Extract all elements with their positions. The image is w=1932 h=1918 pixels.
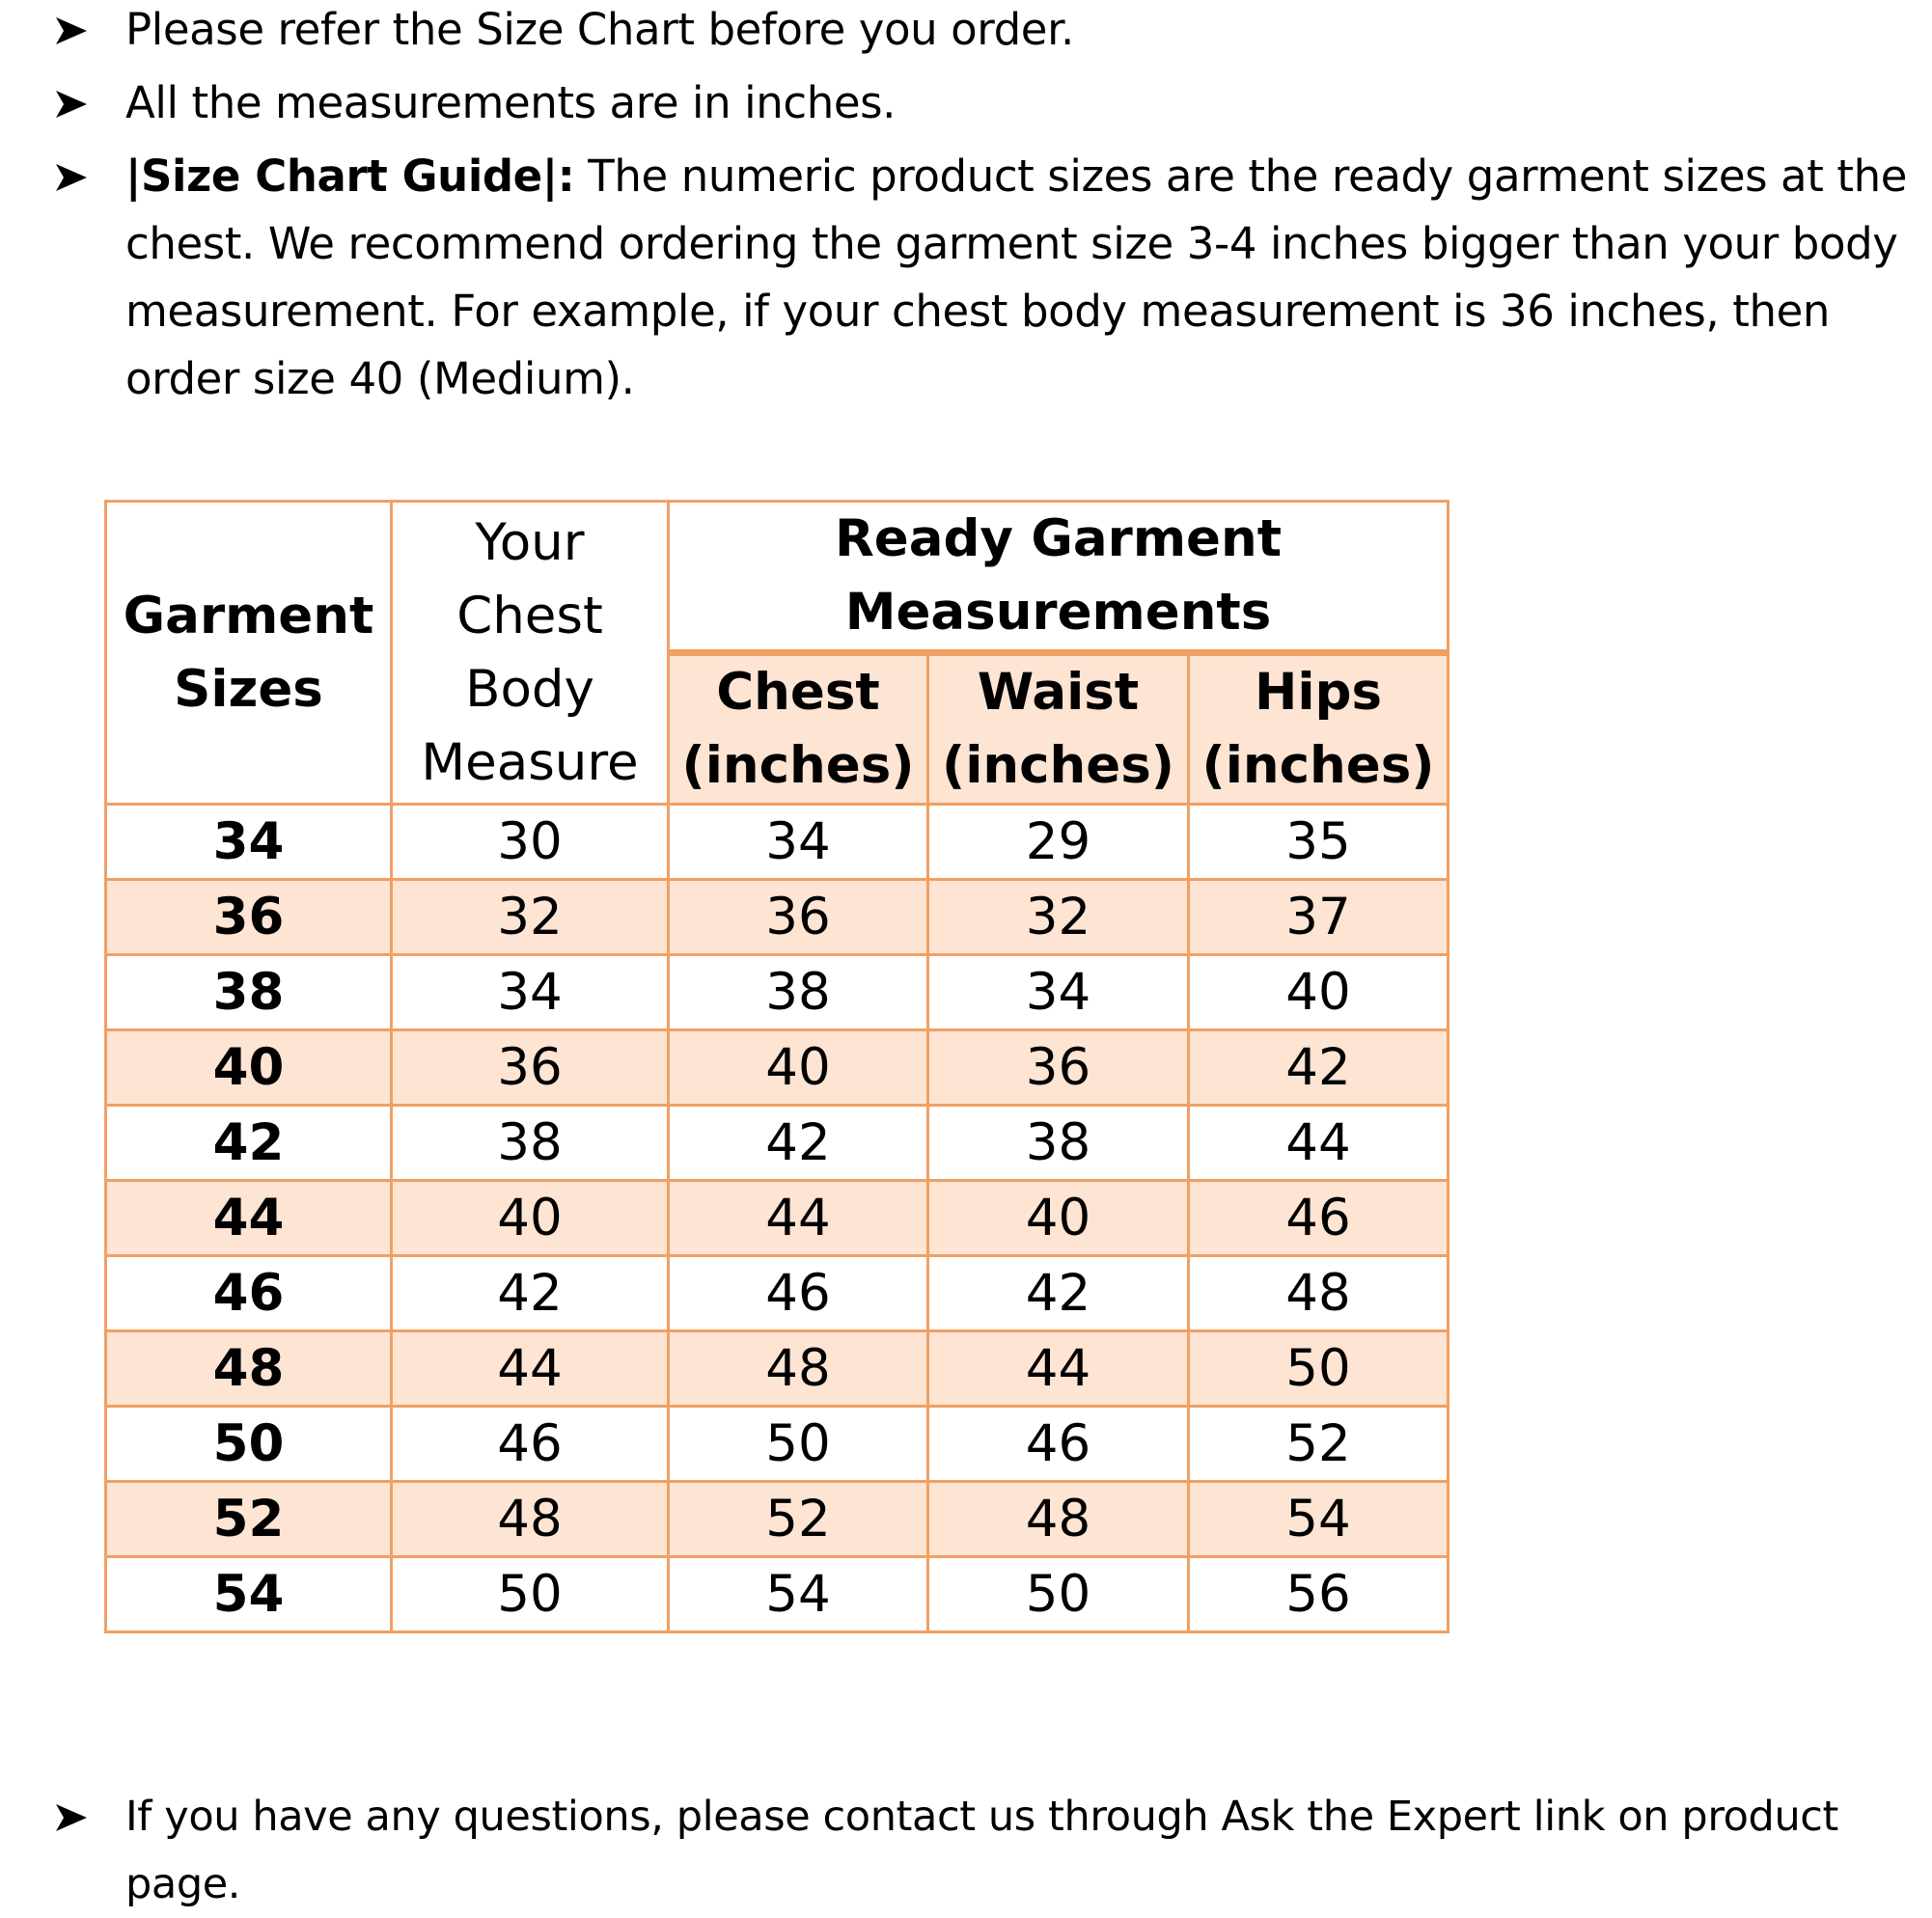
body-measure-cell: 34	[392, 955, 669, 1030]
body-measure-cell: 36	[392, 1030, 669, 1106]
body-measure-cell: 32	[392, 880, 669, 955]
waist-cell: 44	[928, 1331, 1189, 1407]
body-measure-cell: 40	[392, 1181, 669, 1256]
guide-text: The numeric product sizes are the ready garment sizes at the chest. We recommend ordering the garment size 3-4 inches bigger than your body measurement. For example, if your chest body measurement is 36 inches, then order size 40 (Medium).	[125, 151, 1908, 404]
table-row	[106, 1482, 1449, 1557]
table-header-row	[106, 502, 1449, 653]
body-measure-cell: 38	[392, 1106, 669, 1181]
body-measure-cell: 46	[392, 1407, 669, 1482]
garment-size-cell: 40	[106, 1030, 392, 1106]
table-row	[106, 1106, 1449, 1181]
hips-cell: 50	[1189, 1331, 1449, 1407]
chest-cell: 50	[669, 1407, 928, 1482]
header-ready-garment: Ready Garment Measurements	[669, 502, 1449, 653]
table-body	[106, 805, 1449, 1632]
header-chest: Chest (inches)	[669, 653, 928, 805]
garment-size-cell: 36	[106, 880, 392, 955]
table-row	[106, 1331, 1449, 1407]
chest-cell: 54	[669, 1557, 928, 1632]
hips-cell: 42	[1189, 1030, 1449, 1106]
waist-cell: 50	[928, 1557, 1189, 1632]
garment-size-cell: 42	[106, 1106, 392, 1181]
waist-cell: 38	[928, 1106, 1189, 1181]
garment-size-cell: 46	[106, 1256, 392, 1331]
size-chart-table	[104, 500, 1449, 1633]
table-row	[106, 1557, 1449, 1632]
table-row	[106, 880, 1449, 955]
body-measure-cell: 48	[392, 1482, 669, 1557]
waist-cell: 32	[928, 880, 1189, 955]
chest-cell: 44	[669, 1181, 928, 1256]
chest-cell: 34	[669, 805, 928, 880]
chest-cell: 42	[669, 1106, 928, 1181]
hips-cell: 52	[1189, 1407, 1449, 1482]
garment-size-cell: 38	[106, 955, 392, 1030]
chest-cell: 36	[669, 880, 928, 955]
header-hips: Hips (inches)	[1189, 653, 1449, 805]
hips-cell: 35	[1189, 805, 1449, 880]
footer-note: If you have any questions, please contact us through Ask the Expert link on product page.	[125, 1793, 1839, 1908]
body-measure-cell: 50	[392, 1557, 669, 1632]
arrowhead-bullet-icon	[54, 1800, 89, 1835]
header-waist: Waist (inches)	[928, 653, 1189, 805]
table-row	[106, 1407, 1449, 1482]
garment-size-cell: 44	[106, 1181, 392, 1256]
hips-cell: 48	[1189, 1256, 1449, 1331]
body-measure-cell: 30	[392, 805, 669, 880]
waist-cell: 36	[928, 1030, 1189, 1106]
hips-cell: 37	[1189, 880, 1449, 955]
note-text: Please refer the Size Chart before you order.	[125, 4, 1074, 55]
header-garment-sizes: Garment Sizes	[106, 502, 392, 805]
hips-cell: 44	[1189, 1106, 1449, 1181]
waist-cell: 40	[928, 1181, 1189, 1256]
table-row	[106, 955, 1449, 1030]
hips-cell: 56	[1189, 1557, 1449, 1632]
note-text: All the measurements are in inches.	[125, 77, 897, 128]
garment-size-cell: 54	[106, 1557, 392, 1632]
guide-paragraph	[125, 143, 1924, 413]
waist-cell: 42	[928, 1256, 1189, 1331]
arrowhead-bullet-icon	[54, 160, 89, 195]
garment-size-cell: 48	[106, 1331, 392, 1407]
hips-cell: 40	[1189, 955, 1449, 1030]
hips-cell: 46	[1189, 1181, 1449, 1256]
arrowhead-bullet-icon	[54, 14, 89, 48]
chest-cell: 38	[669, 955, 928, 1030]
chest-cell: 46	[669, 1256, 928, 1331]
garment-size-cell: 52	[106, 1482, 392, 1557]
table-row	[106, 1181, 1449, 1256]
header-body-measure: Your Chest Body Measure	[392, 502, 669, 805]
table-row	[106, 805, 1449, 880]
table-row	[106, 1030, 1449, 1106]
hips-cell: 54	[1189, 1482, 1449, 1557]
table-row	[106, 1256, 1449, 1331]
waist-cell: 34	[928, 955, 1189, 1030]
body-measure-cell: 42	[392, 1256, 669, 1331]
garment-size-cell: 34	[106, 805, 392, 880]
waist-cell: 46	[928, 1407, 1189, 1482]
chest-cell: 52	[669, 1482, 928, 1557]
chest-cell: 48	[669, 1331, 928, 1407]
waist-cell: 29	[928, 805, 1189, 880]
guide-label: |Size Chart Guide|:	[125, 151, 575, 202]
body-measure-cell: 44	[392, 1331, 669, 1407]
waist-cell: 48	[928, 1482, 1189, 1557]
arrowhead-bullet-icon	[54, 87, 89, 122]
garment-size-cell: 50	[106, 1407, 392, 1482]
chest-cell: 40	[669, 1030, 928, 1106]
